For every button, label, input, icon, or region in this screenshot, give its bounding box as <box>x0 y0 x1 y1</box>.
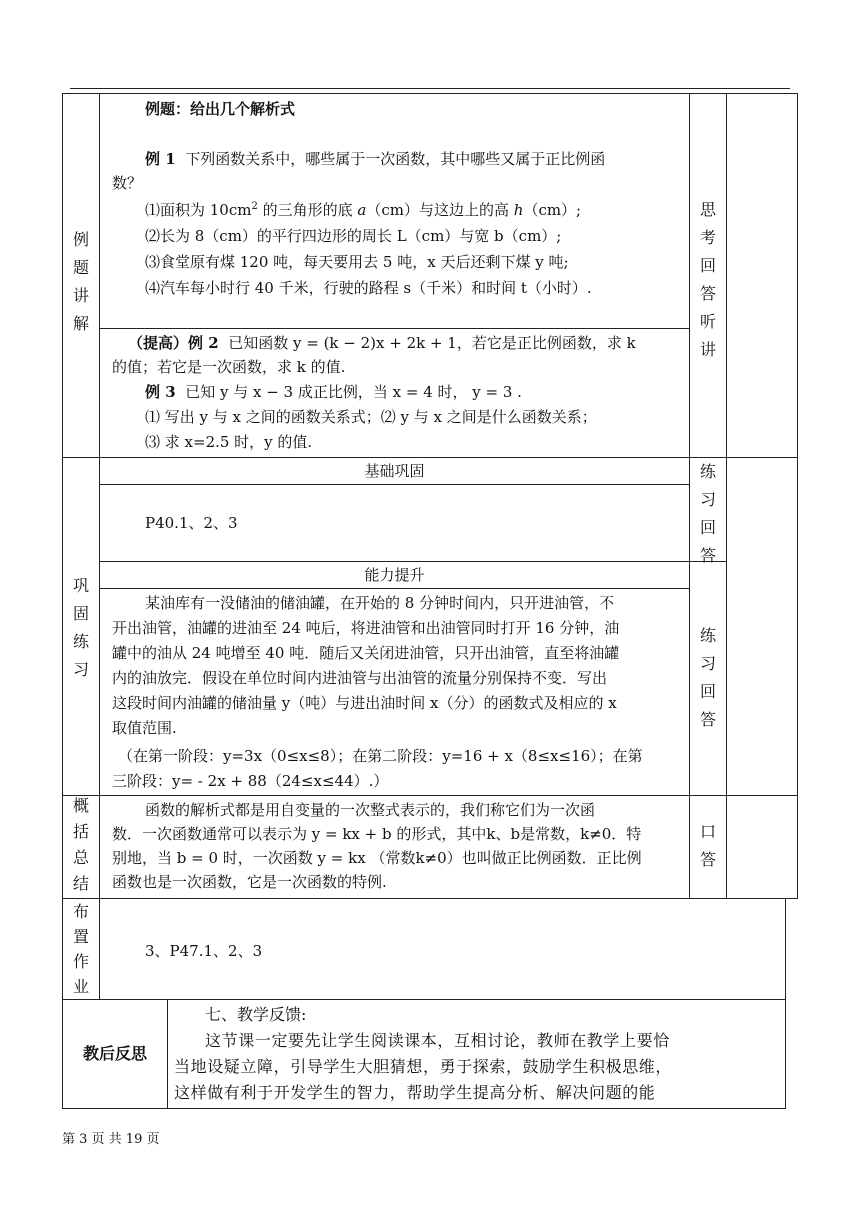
example-far-cell <box>726 93 798 458</box>
advance-line-6: 取值范围. <box>112 719 177 737</box>
homework-section-label: 布置作业 <box>72 902 89 996</box>
example-1-label: 例 1 <box>145 150 176 168</box>
example-1-cont: 数？ <box>112 174 143 192</box>
example-2-text: 已知函数 y = (k − 2)x + 2k + 1，若它是正比例函数，求 k <box>228 334 636 352</box>
header-rule <box>70 88 790 89</box>
example-2 <box>128 332 636 355</box>
example-1-text: 下列函数关系中，哪些属于一次函数，其中哪些又属于正比例函 <box>185 150 606 168</box>
example-3-q1: ⑴ 写出 y 与 x 之间的函数关系式；⑵ y 与 x 之间是什么函数关系； <box>145 408 597 426</box>
summary-line-1: 函数的解析式都是用自变量的一次整式表示的，我们称它们为一次函 <box>145 801 596 819</box>
advance-line-3: 罐中的油从 24 吨增至 40 吨．随后又关闭进油管，只开出油管，直至将油罐 <box>112 644 620 662</box>
advance-answer-2: 三阶段：y= - 2x + 88（24≤x≤44）.） <box>112 772 389 790</box>
reflection-line-1: 这节课一定要先让学生阅读课本，互相讨论，教师在教学上要恰 <box>205 1031 670 1050</box>
summary-line-2: 数．一次函数通常可以表示为 y = kx + b 的形式，其中k、b是常数，k≠0．特 <box>112 825 642 843</box>
example-3-text: 已知 y 与 x − 3 成正比例，当 x = 4 时， y = 3 . <box>185 383 522 401</box>
summary-line-4: 函数也是一次函数，它是一次函数的特例. <box>112 873 387 891</box>
page-footer: 第 3 页 共 19 页 <box>62 1132 160 1147</box>
advance-title: 能力提升 <box>364 566 425 584</box>
item1-c: （cm）与这边上的高 <box>366 201 514 219</box>
advance-line-2: 开出油管，油罐的进油至 24 吨后，将进油管和出油管同时打开 16 分钟，油 <box>112 619 620 637</box>
reflection-title: 七、教学反馈: <box>205 1005 307 1024</box>
homework-text: 3、P47.1、2、3 <box>145 942 263 960</box>
item1-a: ⑴面积为 10cm <box>145 201 252 219</box>
example-1 <box>145 148 605 171</box>
example-3-q3: ⑶ 求 x=2.5 时，y 的值. <box>145 433 313 451</box>
example-1-item-3: ⑶食堂原有煤 120 吨，每天要用去 5 吨，x 天后还剩下煤 y 吨; <box>145 253 569 271</box>
item1-d: （cm）; <box>523 201 582 219</box>
advance-line-1: 某油库有一没储油的储油罐，在开始的 8 分钟时间内，只开进油管，不 <box>145 594 615 612</box>
practice-answer-label-2: 练习回答 <box>699 626 716 729</box>
example-3-label: 例 3 <box>145 383 176 401</box>
example-1-item-1 <box>145 199 581 222</box>
example-heading: 例题：给出几个解析式 <box>145 100 296 118</box>
consolidate-section-label: 巩固练习 <box>72 576 89 679</box>
basic-text: P40.1、2、3 <box>145 514 238 532</box>
example-2-label: （提高）例 2 <box>128 334 219 352</box>
oral-answer-label: 口答 <box>699 822 716 869</box>
practice-answer-label-1: 练习回答 <box>699 462 716 565</box>
example-2-cont: 的值；若它是一次函数，求 k 的值. <box>112 358 346 376</box>
example-1-item-2: ⑵长为 8（cm）的平行四边形的周长 L（cm）与宽 b（cm）; <box>145 227 562 245</box>
consolidate-far-cell <box>726 457 798 796</box>
basic-title: 基础巩固 <box>364 462 425 480</box>
advance-answer-1: （在第一阶段：y=3x（0≤x≤8）；在第二阶段：y=16 + x（8≤x≤16）；在第 <box>118 747 643 765</box>
summary-line-3: 别地，当 b = 0 时，一次函数 y = kx （常数k≠0）也叫做正比例函数．正比例 <box>112 849 642 867</box>
example-section-label: 例题讲解 <box>72 230 89 333</box>
example-1-item-4: ⑷汽车每小时行 40 千米，行驶的路程 s（千米）和时间 t（小时）. <box>145 279 592 297</box>
summary-section-label: 概括总结 <box>72 796 89 893</box>
item1-var-a: a <box>357 201 367 219</box>
item1-b: 的三角形的底 <box>257 201 358 219</box>
advance-line-5: 这段时间内油罐的储油量 y（吨）与进出油时间 x（分）的函数式及相应的 x <box>112 694 617 712</box>
item1-var-h: h <box>513 201 524 219</box>
item1-sup: 2 <box>251 201 258 212</box>
reflection-line-3: 这样做有利于开发学生的智力，帮助学生提高分析、解决问题的能 <box>174 1083 656 1102</box>
advance-line-4: 内的油放完．假设在单位时间内进油管与出油管的流量分别保持不变．写出 <box>112 669 608 687</box>
summary-far-cell <box>726 795 798 899</box>
reflection-line-2: 当地设疑立障，引导学生大胆猜想，勇于探索，鼓励学生积极思维， <box>174 1057 673 1076</box>
reflection-section-label: 教后反思 <box>82 1044 147 1063</box>
example-3 <box>145 381 522 404</box>
think-answer-label: 思考回答听讲 <box>699 200 716 359</box>
